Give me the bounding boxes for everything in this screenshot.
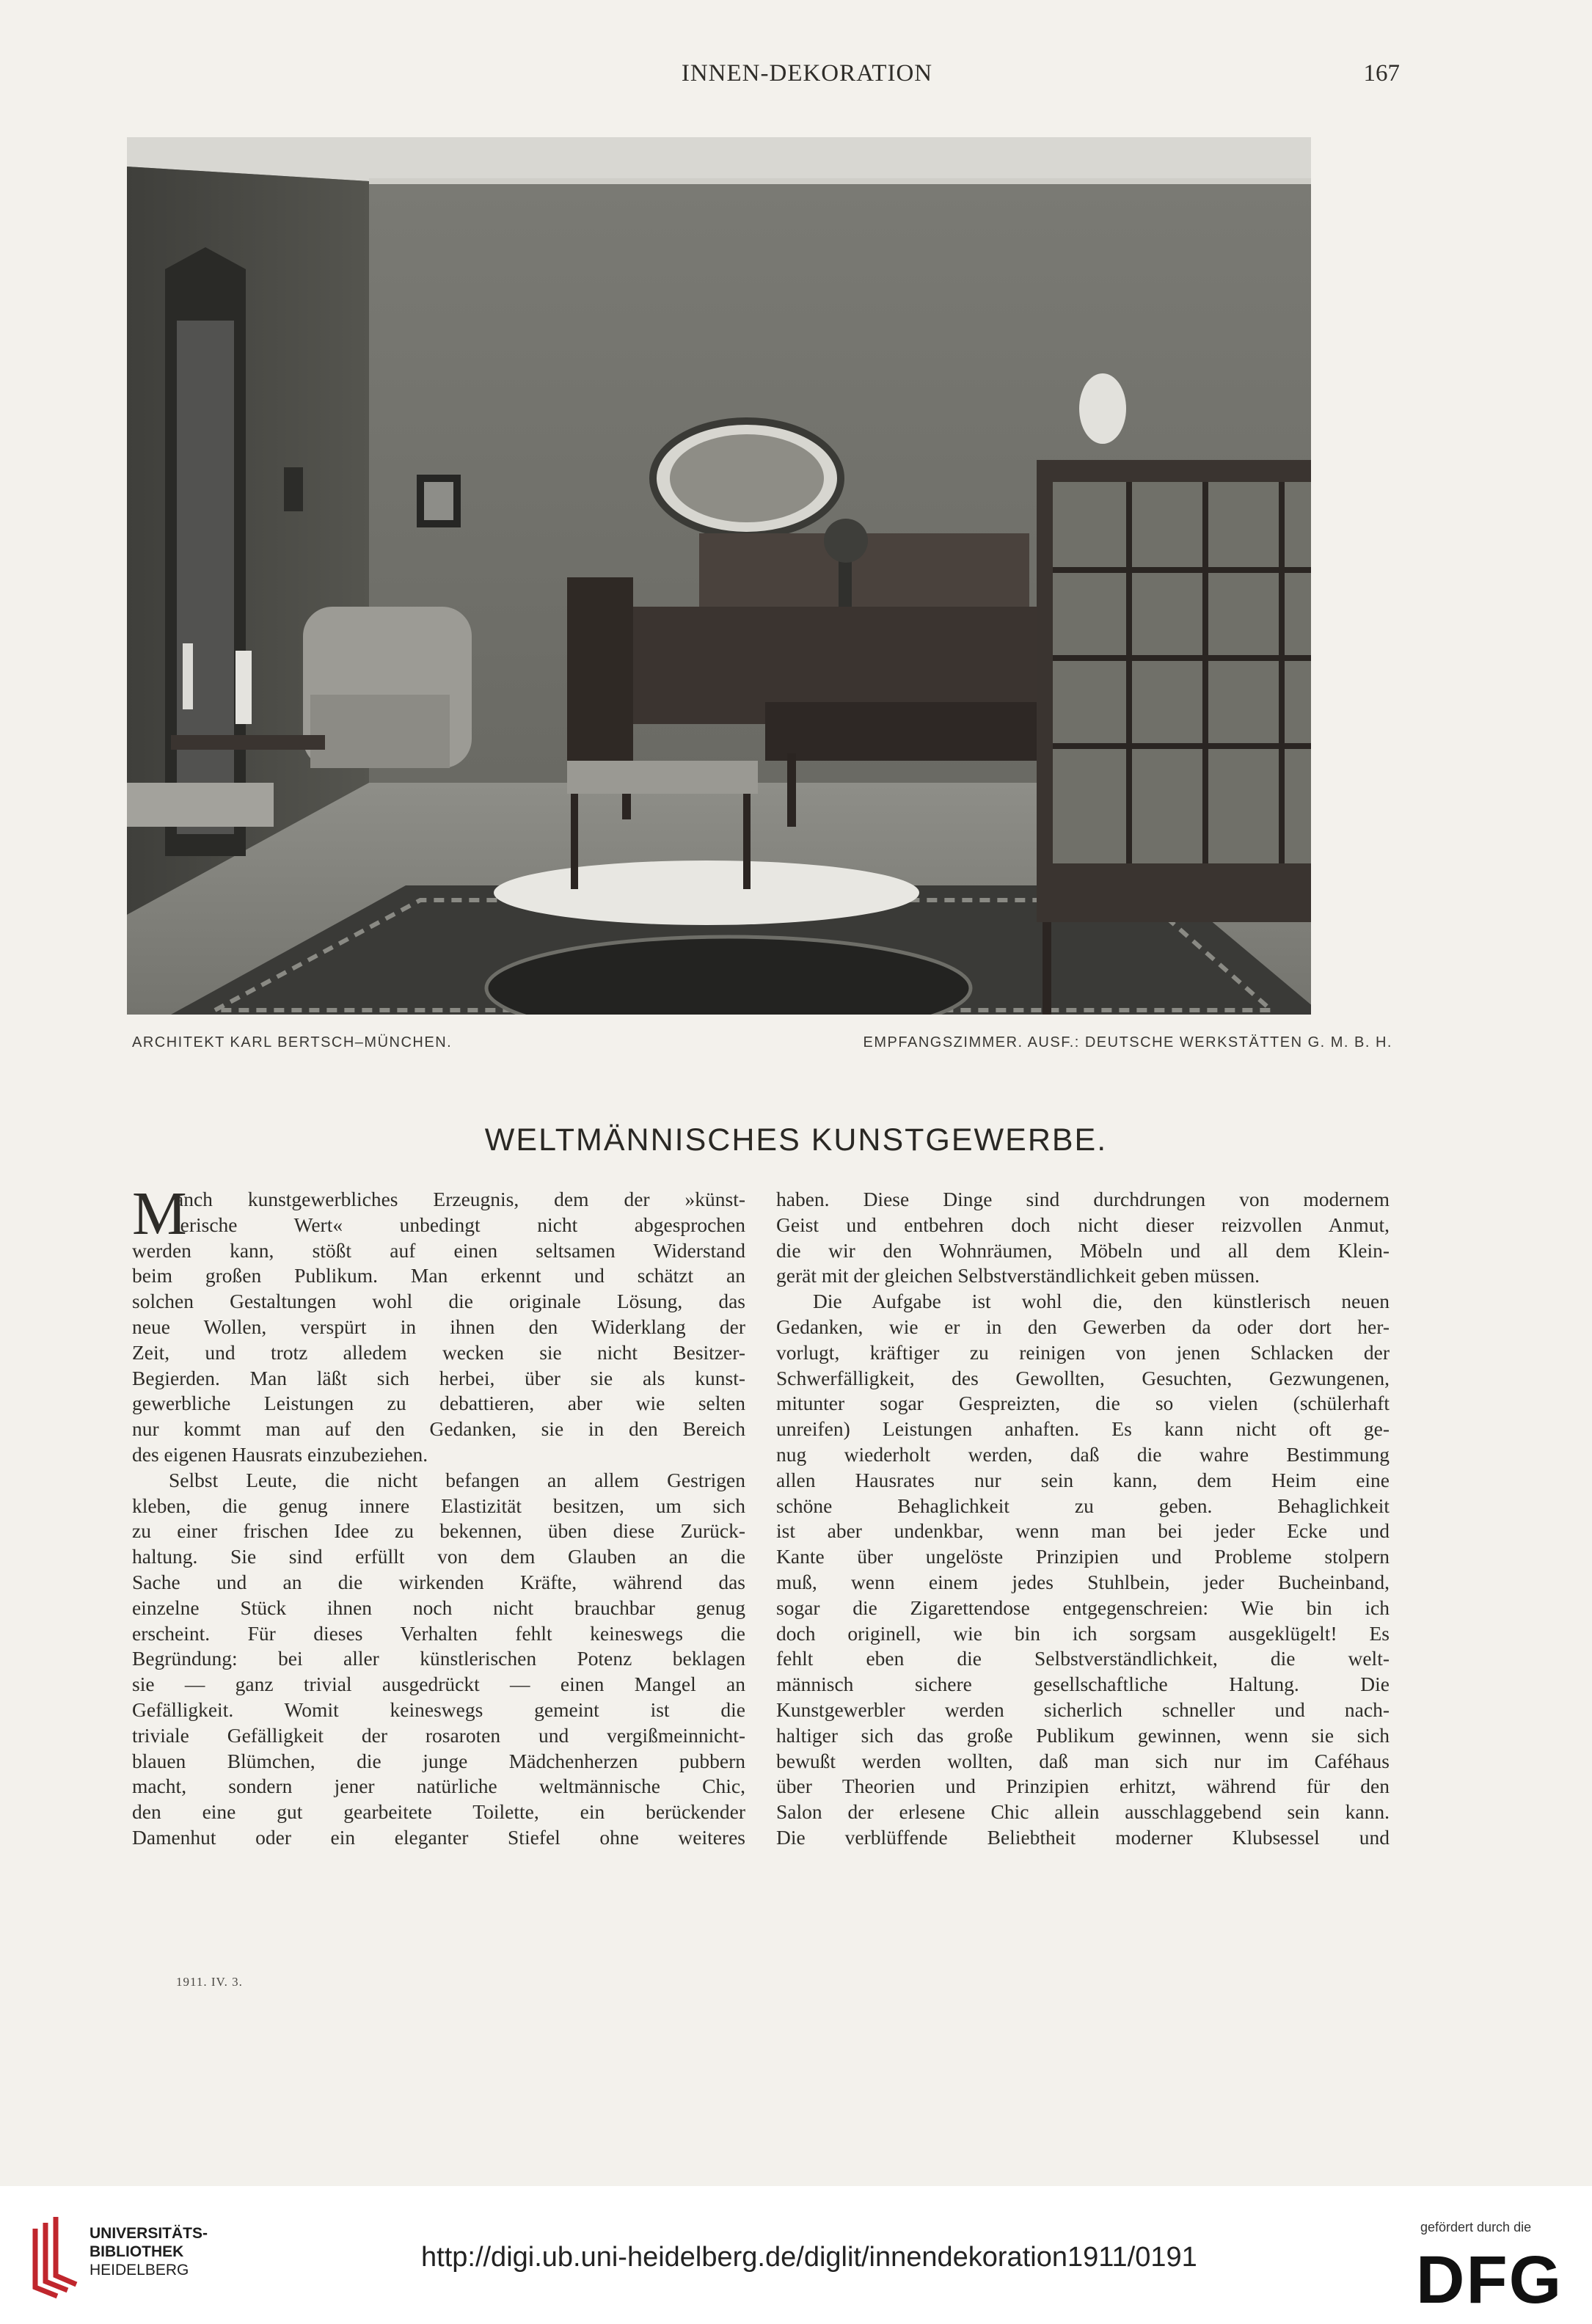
text-line: Schwerfälligkeit, des Gewollten, Gesuchten, Gezwungenen, xyxy=(776,1366,1390,1389)
text-line: Geist und entbehren doch nicht dieser reizvollen Anmut, xyxy=(776,1213,1390,1236)
text-line: Begierden. Man läßt sich herbei, über sie als kunst- xyxy=(132,1366,745,1389)
article-title: WELTMÄNNISCHES KUNSTGEWERBE. xyxy=(484,1122,1108,1158)
text-line: männisch sichere gesellschaftliche Haltung. Die xyxy=(776,1673,1390,1696)
text-line: kleben, die genug innere Elastizität besitzen, um sich xyxy=(132,1494,745,1517)
text-line: gewerbliche Leistungen zu debattieren, aber wie selten xyxy=(132,1392,745,1415)
text-line: nug wiederholt werden, daß die wahre Bestimmung xyxy=(776,1442,1390,1466)
permalink-url[interactable]: http://digi.ub.uni-heidelberg.de/diglit/innendekoration1911/0191 xyxy=(421,2242,1197,2273)
text-line: anch kunstgewerbliches Erzeugnis, dem der »künst- xyxy=(175,1188,745,1210)
university-library-logo-icon[interactable] xyxy=(29,2214,81,2302)
text-line: schöne Behaglichkeit zu geben. Behaglichkeit xyxy=(776,1494,1390,1517)
text-line: haltung. Sie sind erfüllt von dem Glauben an die xyxy=(132,1545,745,1568)
text-line: haben. Diese Dinge sind durchdrungen von modernem xyxy=(776,1188,1390,1210)
photo-caption-room: EMPFANGSZIMMER. AUSF.: DEUTSCHE WERKSTÄTTEN G. M. B. H. xyxy=(863,1034,1392,1050)
text-line: mitunter sogar Gespreizten, die so vielen (schülerhaft xyxy=(776,1392,1390,1415)
drop-cap: M xyxy=(132,1180,187,1248)
text-line: unreifen) Leistungen anhaften. Es kann nicht oft ge- xyxy=(776,1417,1390,1441)
text-line: muß, wenn einem jedes Stuhlbein, jeder Bucheinband, xyxy=(776,1570,1390,1593)
text-line: vorlugt, kräftiger zu reinigen von jenen Schlacken der xyxy=(776,1340,1390,1364)
room-photograph xyxy=(127,137,1311,1015)
library-name-line: HEIDELBERG xyxy=(90,2262,189,2279)
text-line: haltiger sich das große Publikum gewinnen, wenn sie sich xyxy=(776,1723,1390,1747)
text-line: macht, sondern jener natürliche weltmännische Chic, xyxy=(132,1775,745,1798)
text-line: den eine gut gearbeitete Toilette, ein berückender xyxy=(132,1800,745,1824)
text-line: Begründung: bei aller künstlerischen Potenz beklagen xyxy=(132,1647,745,1670)
signature-footnote: 1911. IV. 3. xyxy=(176,1975,243,1989)
text-line: blauen Blümchen, die junge Mädchenherzen pubbern xyxy=(132,1749,745,1772)
text-line: einzelne Stück ihnen noch nicht brauchbar genug xyxy=(132,1596,745,1619)
text-line: neue Wollen, verspürt in ihnen den Widerklang der xyxy=(132,1315,745,1338)
text-line: Gedanken, wie er in den Gewerben da oder dort her- xyxy=(776,1315,1390,1338)
text-line: erscheint. Für dieses Verhalten fehlt keineswegs die xyxy=(132,1621,745,1645)
text-line: Sache und an die wirkenden Kräfte, während das xyxy=(132,1570,745,1593)
text-line: nur kommt man auf den Gedanken, sie in den Bereich xyxy=(132,1417,745,1441)
text-line: werden kann, stößt auf einen seltsamen Widerstand xyxy=(132,1238,745,1262)
library-name-line: BIBLIOTHEK xyxy=(90,2243,184,2260)
text-line: solchen Gestaltungen wohl die originale Lösung, das xyxy=(132,1290,745,1313)
text-line: Salon der erlesene Chic allein ausschlaggebend sein kann. xyxy=(776,1800,1390,1824)
text-column-left xyxy=(132,1180,745,1851)
text-line: ist aber undenkbar, wenn man bei jeder Ecke und xyxy=(776,1519,1390,1543)
page-number: 167 xyxy=(1363,60,1400,87)
text-line: gerät mit der gleichen Selbstverständlichkeit geben müssen. xyxy=(776,1264,1260,1287)
text-line: Die verblüffende Beliebtheit moderner Klubsessel und xyxy=(776,1825,1390,1849)
text-line: zu einer frischen Idee zu bekennen, üben diese Zurück- xyxy=(132,1519,745,1543)
text-line: Kunstgewerbler werden sicherlich schneller und nach- xyxy=(776,1698,1390,1721)
text-column-right xyxy=(776,1187,1390,1851)
text-line: beim großen Publikum. Man erkennt und schätzt an xyxy=(132,1264,745,1287)
text-line: die wir den Wohnräumen, Möbeln und all dem Klein- xyxy=(776,1238,1390,1262)
text-line: triviale Gefälligkeit der rosaroten und vergißmeinnicht- xyxy=(132,1723,745,1747)
text-line: sie — ganz trivial ausgedrückt — einen Mangel an xyxy=(132,1673,745,1696)
text-line: über Theorien und Prinzipien erhitzt, während für den xyxy=(776,1775,1390,1798)
library-name-line: UNIVERSITÄTS- xyxy=(90,2225,208,2242)
text-line: bewußt werden wollten, daß man sich nur im Caféhaus xyxy=(776,1749,1390,1772)
text-line: Kante über ungelöste Prinzipien und Probleme stolpern xyxy=(776,1545,1390,1568)
text-line: allen Hausrates nur sein kann, dem Heim eine xyxy=(776,1468,1390,1491)
text-line: doch originell, wie bin ich sorgsam ausgeklügelt! Es xyxy=(776,1621,1390,1645)
text-line: Die Aufgabe ist wohl die, den künstlerisch neuen xyxy=(813,1290,1390,1313)
text-line: fehlt eben die Selbstverständlichkeit, die welt- xyxy=(776,1647,1390,1670)
text-line: lerische Wert« unbedingt nicht abgesprochen xyxy=(175,1213,745,1236)
running-title: INNEN-DEKORATION xyxy=(681,60,933,87)
dfg-logo[interactable]: DFG xyxy=(1416,2243,1563,2317)
university-library-name[interactable] xyxy=(90,2224,208,2279)
photo-caption-architect: ARCHITEKT KARL BERTSCH–MÜNCHEN. xyxy=(132,1034,453,1050)
text-line: sogar die Zigarettendose entgegenschreien: Wie bin ich xyxy=(776,1596,1390,1619)
text-line: Zeit, und trotz alledem wecken sie nicht Besitzer- xyxy=(132,1340,745,1364)
text-line: Gefälligkeit. Womit keineswegs gemeint ist die xyxy=(132,1698,745,1721)
text-line: Damenhut oder ein eleganter Stiefel ohne weiteres xyxy=(132,1825,745,1849)
funding-label: gefördert durch die xyxy=(1420,2220,1532,2235)
text-line: des eigenen Hausrats einzubeziehen. xyxy=(132,1442,428,1466)
text-line: Selbst Leute, die nicht befangen an allem Gestrigen xyxy=(169,1468,745,1491)
